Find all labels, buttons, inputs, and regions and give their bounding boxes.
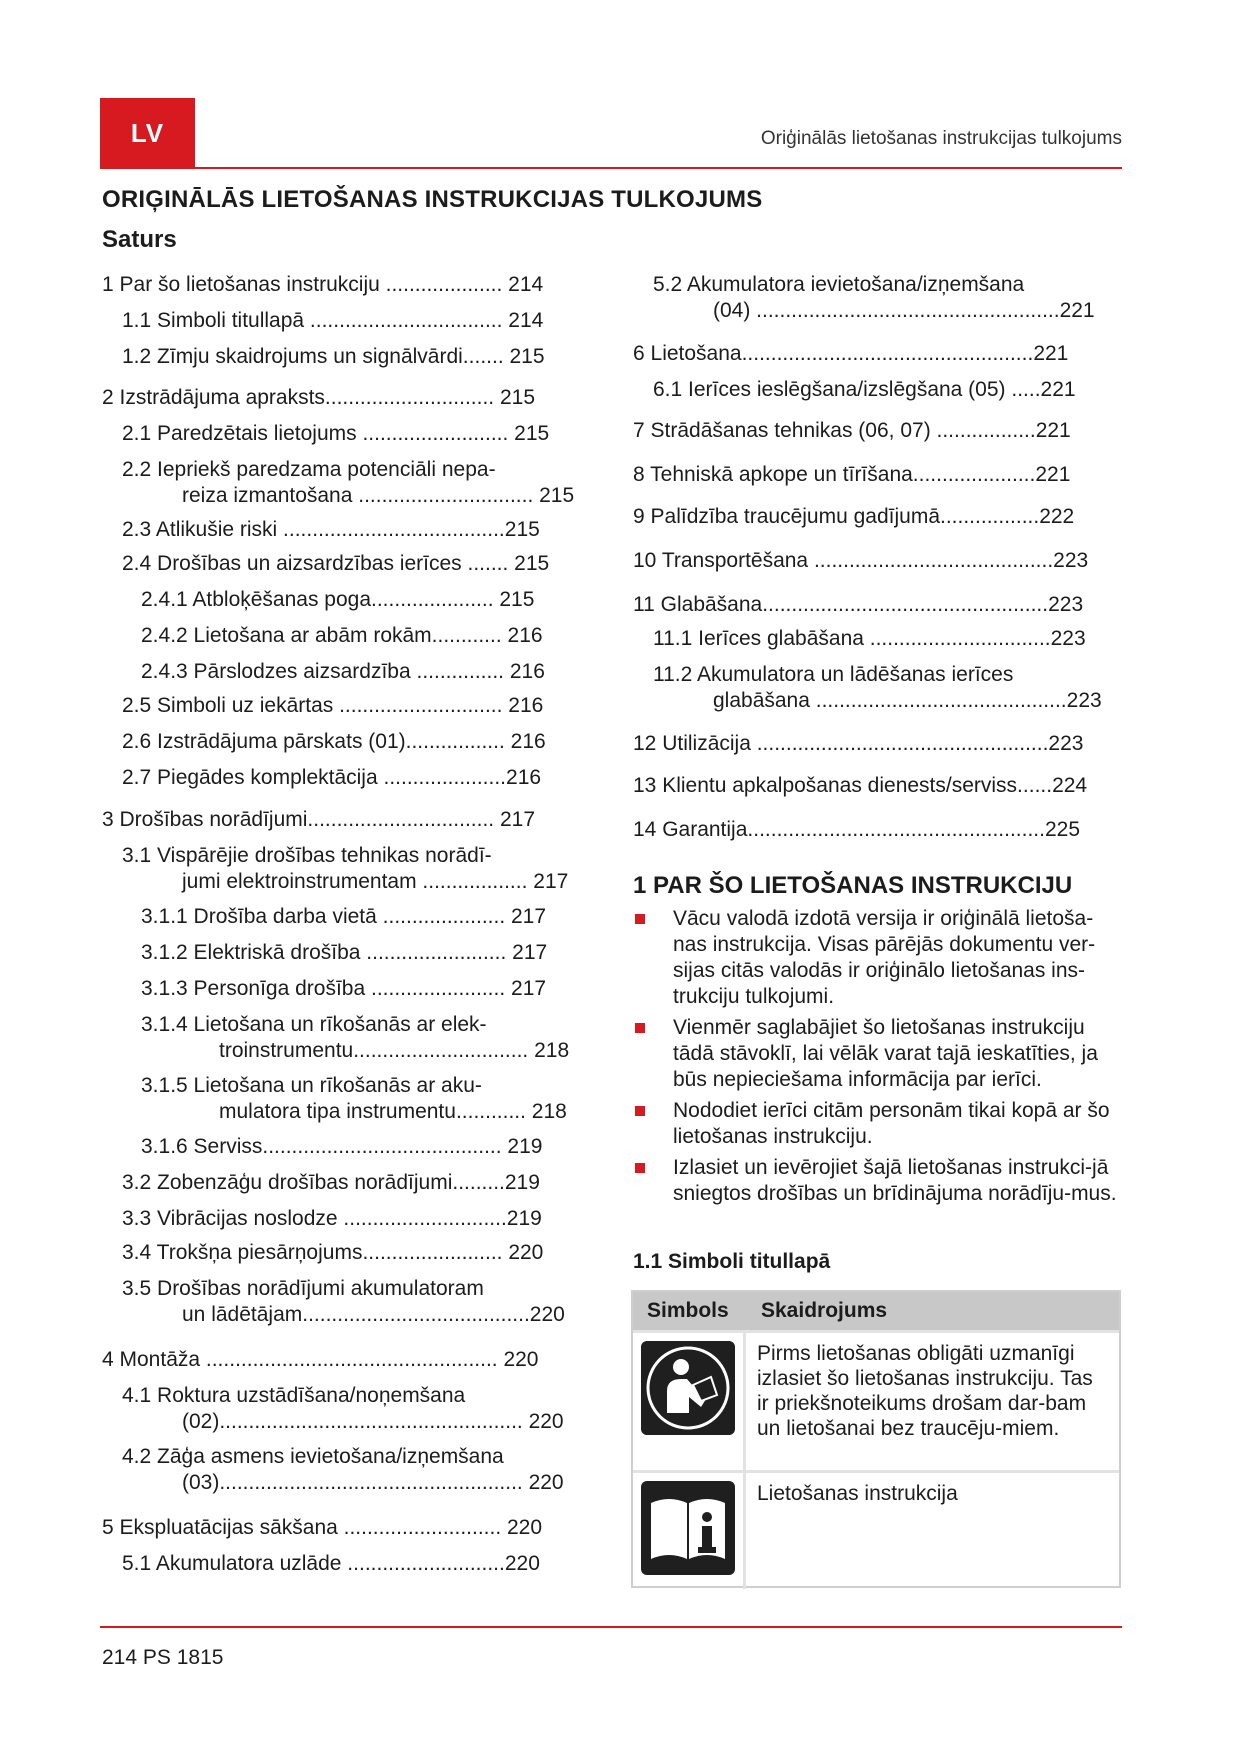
bullet-item: Izlasiet un ievērojiet šajā lietošanas instrukci-jā sniegtos drošības un brīdinājuma norādīju-mus. — [633, 1155, 1123, 1207]
section-1-title: 1 PAR ŠO LIETOŠANAS INSTRUKCIJU — [633, 872, 1073, 899]
col-header-symbol: Simbols — [647, 1299, 729, 1322]
toc-entry[interactable]: 2.4.1 Atbloķēšanas poga..................... 215 — [141, 588, 535, 611]
bullet-square-icon — [635, 1163, 645, 1173]
footer-rule — [100, 1626, 1122, 1628]
toc-entry[interactable]: 2.2 Iepriekš paredzama potenciāli nepa- reiza izmantošana .............................. 215 — [122, 458, 575, 507]
toc-entry[interactable]: 8 Tehniskā apkope un tīrīšana.....................221 — [633, 463, 1071, 486]
symbol-explanation: Lietošanas instrukcija — [757, 1482, 958, 1505]
bullet-item: Nododiet ierīci citām personām tikai kopā ar šo lietošanas instrukciju. — [633, 1098, 1123, 1150]
toc-entry[interactable]: 2.6 Izstrādājuma pārskats (01)................. 216 — [122, 730, 546, 753]
bullet-item: Vācu valodā izdotā versija ir oriģinālā lietoša-nas instrukcija. Visas pārējās dokumentu ver-sijas citās valodās ir oriģinālo lietošanas ins-trukciju tulkojumi. — [633, 906, 1123, 1010]
toc-entry[interactable]: 3.1.2 Elektriskā drošība ........................ 217 — [141, 941, 548, 964]
toc-entry[interactable]: 5.2 Akumulatora ievietošana/izņemšana (04) ....................................................221 — [653, 273, 1095, 322]
toc-entry[interactable]: 2.5 Simboli uz iekārtas ............................ 216 — [122, 694, 544, 717]
bullet-item: Vienmēr saglabājiet šo lietošanas instrukciju tādā stāvoklī, lai vēlāk varat tajā ieskatīties, ja būs nepieciešama informācija par ierīci. — [633, 1015, 1123, 1093]
bullet-square-icon — [635, 1023, 645, 1033]
page-footer: 214 PS 1815 — [102, 1646, 224, 1669]
toc-entry[interactable]: 11 Glabāšana.................................................223 — [633, 593, 1084, 616]
toc-entry[interactable]: 9 Palīdzība traucējumu gadījumā.................222 — [633, 505, 1075, 528]
toc-entry[interactable]: 3.2 Zobenzāģu drošības norādījumi.........219 — [122, 1171, 540, 1194]
toc-entry[interactable]: 4.2 Zāģa asmens ievietošana/izņemšana (03).................................................... 220 — [122, 1445, 564, 1494]
toc-entry[interactable]: 2.7 Piegādes komplektācija .....................216 — [122, 766, 542, 789]
toc-heading: Saturs — [102, 226, 177, 253]
section-1-bullets — [633, 906, 1123, 1212]
toc-entry[interactable]: 3.1.5 Lietošana un rīkošanās ar aku- mulatora tipa instrumentu............ 218 — [141, 1074, 567, 1123]
toc-entry[interactable]: 10 Transportēšana .........................................223 — [633, 549, 1089, 572]
toc-entry[interactable]: 1 Par šo lietošanas instrukciju .................... 214 — [102, 273, 544, 296]
manual-info-icon — [641, 1481, 735, 1575]
toc-entry[interactable]: 7 Strādāšanas tehnikas (06, 07) .................221 — [633, 419, 1071, 442]
toc-entry[interactable]: 3.1 Vispārējie drošības tehnikas norādī- jumi elektroinstrumentam .................. 217 — [122, 844, 569, 893]
bullet-square-icon — [635, 1106, 645, 1116]
header-rule — [100, 167, 1122, 169]
toc-entry[interactable]: 3.1.1 Drošība darba vietā ..................... 217 — [141, 905, 547, 928]
symbols-table-header — [633, 1292, 1119, 1330]
toc-entry[interactable]: 1.1 Simboli titullapā ................................. 214 — [122, 309, 544, 332]
toc-entry[interactable]: 5 Ekspluatācijas sākšana ........................... 220 — [102, 1516, 543, 1539]
toc-entry[interactable]: 3.1.3 Personīga drošība ....................... 217 — [141, 977, 547, 1000]
toc-entry[interactable]: 1.2 Zīmju skaidrojums un signālvārdi....... 215 — [122, 345, 545, 368]
toc-entry[interactable]: 6 Lietošana..................................................221 — [633, 342, 1069, 365]
toc-entry[interactable]: 11.1 Ierīces glabāšana ...............................223 — [653, 627, 1086, 650]
symbol-explanation: Pirms lietošanas obligāti uzmanīgi izlasiet šo lietošanas instrukciju. Tas ir priekšnoteikums drošam dar-bam un lietošanai bez traucēju-miem. — [757, 1342, 1093, 1440]
toc-entry[interactable]: 3.4 Trokšņa piesārņojums........................ 220 — [122, 1241, 544, 1264]
toc-entry[interactable]: 2.1 Paredzētais lietojums ......................... 215 — [122, 422, 550, 445]
toc-entry[interactable]: 5.1 Akumulatora uzlāde ...........................220 — [122, 1552, 540, 1575]
toc-entry[interactable]: 3.1.4 Lietošana un rīkošanās ar elek- troinstrumentu.............................. 218 — [141, 1013, 570, 1062]
toc-entry[interactable]: 13 Klientu apkalpošanas dienests/serviss......224 — [633, 774, 1088, 797]
running-header-title: Oriģinālās lietošanas instrukcijas tulkojums — [760, 128, 1122, 149]
toc-entry[interactable]: 2 Izstrādājuma apraksts............................. 215 — [102, 386, 536, 409]
symbols-table — [631, 1290, 1121, 1588]
toc-entry[interactable]: 2.4 Drošības un aizsardzības ierīces ....... 215 — [122, 552, 550, 575]
language-badge: LV — [100, 98, 195, 168]
table-row — [633, 1470, 1119, 1589]
table-row — [633, 1330, 1119, 1473]
toc-entry[interactable]: 12 Utilizācija ..................................................223 — [633, 732, 1084, 755]
toc-entry[interactable]: 2.4.3 Pārslodzes aizsardzība ............... 216 — [141, 660, 545, 683]
toc-entry[interactable]: 3.1.6 Serviss......................................... 219 — [141, 1135, 543, 1158]
toc-entry[interactable]: 6.1 Ierīces ieslēgšana/izslēgšana (05) .....221 — [653, 378, 1076, 401]
toc-entry[interactable]: 2.3 Atlikušie riski ......................................215 — [122, 518, 540, 541]
col-header-explanation: Skaidrojums — [761, 1299, 888, 1322]
subsection-1-1-title: 1.1 Simboli titullapā — [633, 1250, 831, 1273]
toc-entry[interactable]: 2.4.2 Lietošana ar abām rokām............ 216 — [141, 624, 543, 647]
read-manual-icon — [641, 1341, 735, 1435]
toc-entry[interactable]: 4 Montāža .................................................. 220 — [102, 1348, 539, 1371]
toc-entry[interactable]: 3.3 Vibrācijas noslodze ............................219 — [122, 1207, 542, 1230]
toc-entry[interactable]: 4.1 Roktura uzstādīšana/noņemšana (02).................................................... 220 — [122, 1384, 564, 1433]
toc-entry[interactable]: 14 Garantija...................................................225 — [633, 818, 1080, 841]
toc-entry[interactable]: 3 Drošības norādījumi................................ 217 — [102, 808, 536, 831]
symbol-cell — [633, 1333, 746, 1473]
bullet-square-icon — [635, 914, 645, 924]
document-title: ORIĢINĀLĀS LIETOŠANAS INSTRUKCIJAS TULKOJUMS — [102, 186, 763, 213]
symbol-cell — [633, 1473, 746, 1589]
toc-entry[interactable]: 3.5 Drošības norādījumi akumulatoram un lādētājam.......................................220 — [122, 1277, 565, 1326]
toc-entry[interactable]: 11.2 Akumulatora un lādēšanas ierīces glabāšana ...........................................223 — [653, 663, 1102, 712]
